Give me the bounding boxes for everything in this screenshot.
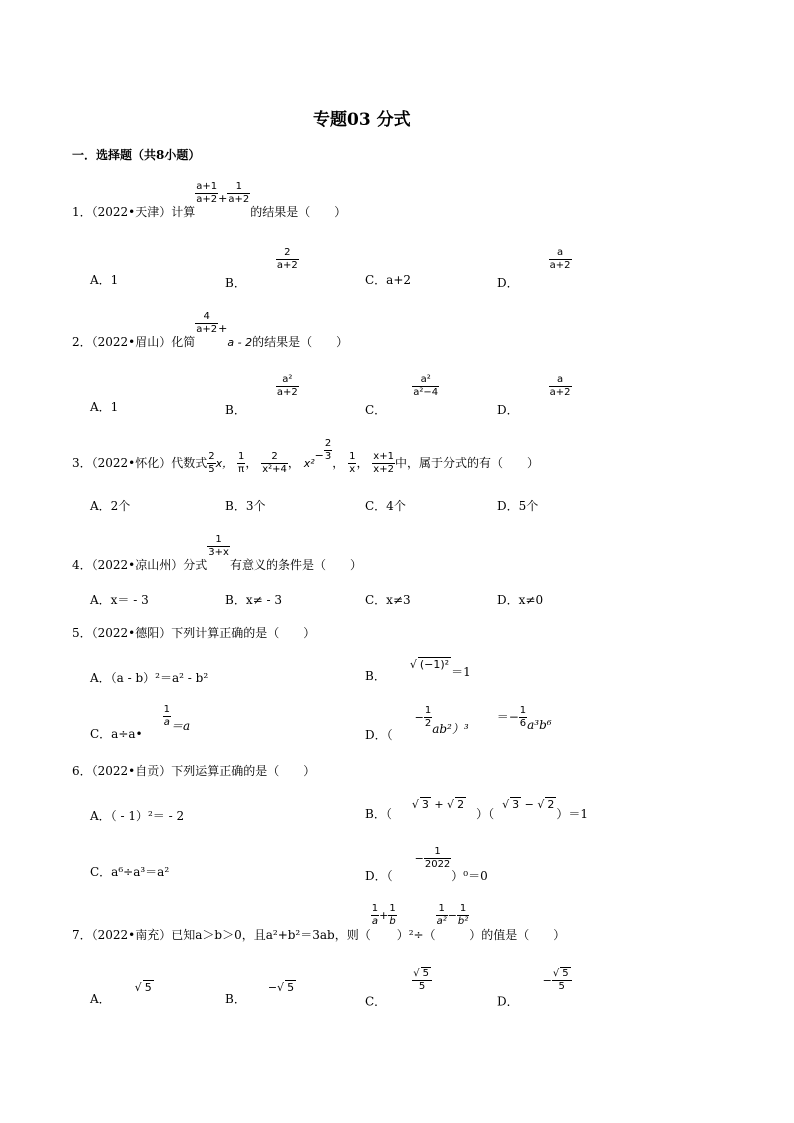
option-d[interactable]: D．（− $\frac{1}{2022}$ ）⁰＝0 xyxy=(365,846,488,883)
option-b[interactable]: B． $\frac{\text{a²}}{a+2}$ xyxy=(225,374,298,417)
option-d[interactable]: D．5个 xyxy=(497,499,539,513)
option-c[interactable]: C．4个 xyxy=(365,499,406,513)
option-b[interactable]: B．3个 xyxy=(225,499,266,513)
option-b[interactable]: B．√ (−1)²＝1 xyxy=(365,658,471,683)
option-a[interactable]: A．2个 xyxy=(90,499,131,513)
section-heading: 一．选择题（共8小题） xyxy=(72,148,201,162)
option-c[interactable]: C．x≠3 xyxy=(365,593,411,607)
option-b[interactable]: B．（√ 3 + √ 2）（√ 3 − √ 2）＝1 xyxy=(365,798,588,821)
option-a[interactable]: A．1 xyxy=(90,273,119,287)
question-3-label: 3．（2022•怀化）代数式 xyxy=(72,456,208,470)
option-a[interactable]: A．1 xyxy=(90,400,119,414)
option-b[interactable]: B．x≠ - 3 xyxy=(225,593,282,607)
option-c[interactable]: C．a÷a• $\frac{1}{a}$ ＝a xyxy=(90,704,191,741)
option-a[interactable]: A．√ 5 xyxy=(90,981,152,1006)
question-1: 1．（2022•天津）计算 $\frac{a+1}{a+2}$ + $\frac{1}{a+2}$ 的结果是（ ） xyxy=(72,181,347,219)
option-d[interactable]: D． $\frac{a}{a+2}$ xyxy=(497,247,571,290)
question-4-label: 4．（2022•凉山州）分式 xyxy=(72,558,208,572)
option-c[interactable]: C． $\frac{√ 5}{5}$ xyxy=(365,967,432,1010)
option-a[interactable]: A．x＝ - 3 xyxy=(90,593,149,607)
question-2: 2．（2022•眉山）化简 $\frac{4}{a+2}$ +a - 2的结果是（ ） xyxy=(72,311,349,349)
option-c[interactable]: C． $\frac{\text{a²}}{\text{a²−4}}$ xyxy=(365,374,439,417)
option-d[interactable]: D．− $\frac{√ 5}{5}$ xyxy=(497,967,572,1010)
page-title: 专题03 分式 xyxy=(313,110,411,130)
question-2-label: 2．（2022•眉山）化简 xyxy=(72,335,196,349)
option-a[interactable]: A．（a - b）²＝a² - b² xyxy=(90,671,209,685)
question-6: 6．（2022•自贡）下列运算正确的是（ ） xyxy=(72,764,316,778)
option-d[interactable]: D．（− $\frac{1}{2}$ ab²）³＝− $\frac{1}{6}$ a³b⁶ xyxy=(365,705,552,742)
option-a[interactable]: A．（ - 1）²＝ - 2 xyxy=(90,809,185,823)
option-c[interactable]: C．a+2 xyxy=(365,273,412,287)
option-d[interactable]: D．x≠0 xyxy=(497,593,544,607)
question-7: 7．（2022•南充）已知a＞b＞0，且a²+b²＝3ab，则（ $\frac{1}{a}$ + $\frac{1}{b}$ ）²÷（ $\frac{1}{\text{a²}}$ − $\frac{1}{\text{b²}}$ ）的值是（ ） xyxy=(72,903,566,942)
question-4: 4．（2022•凉山州）分式 $\frac{1}{3+x}$ 有意义的条件是（ ） xyxy=(72,534,362,572)
question-3: 3．（2022•怀化）代数式 $\frac{2}{5}$ x， $\frac{1}{\pi}$ ， $\frac{2}{\text{x²+4}}$ ， x²− $\frac{2}{3}$ ， $\frac{1}{x}$ ， $\frac{x+1}{x+2}$ 中，属于分式的有（ ） xyxy=(72,438,539,475)
fraction: $\frac{1}{a+2}$ xyxy=(228,181,250,205)
question-1-label: 1．（2022•天津）计算 xyxy=(72,205,196,219)
option-b[interactable]: B． $\frac{2}{a+2}$ xyxy=(225,247,298,290)
option-b[interactable]: B．−√ 5 xyxy=(225,981,295,1006)
fraction: $\frac{a+1}{a+2}$ xyxy=(196,181,218,205)
option-d[interactable]: D． $\frac{a}{a+2}$ xyxy=(497,374,571,417)
option-c[interactable]: C．a⁶÷a³＝a² xyxy=(90,865,170,879)
question-7-label: 7．（2022•南充）已知a＞b＞0，且a²+b²＝3ab，则（ xyxy=(72,928,371,942)
question-5: 5．（2022•德阳）下列计算正确的是（ ） xyxy=(72,626,316,640)
